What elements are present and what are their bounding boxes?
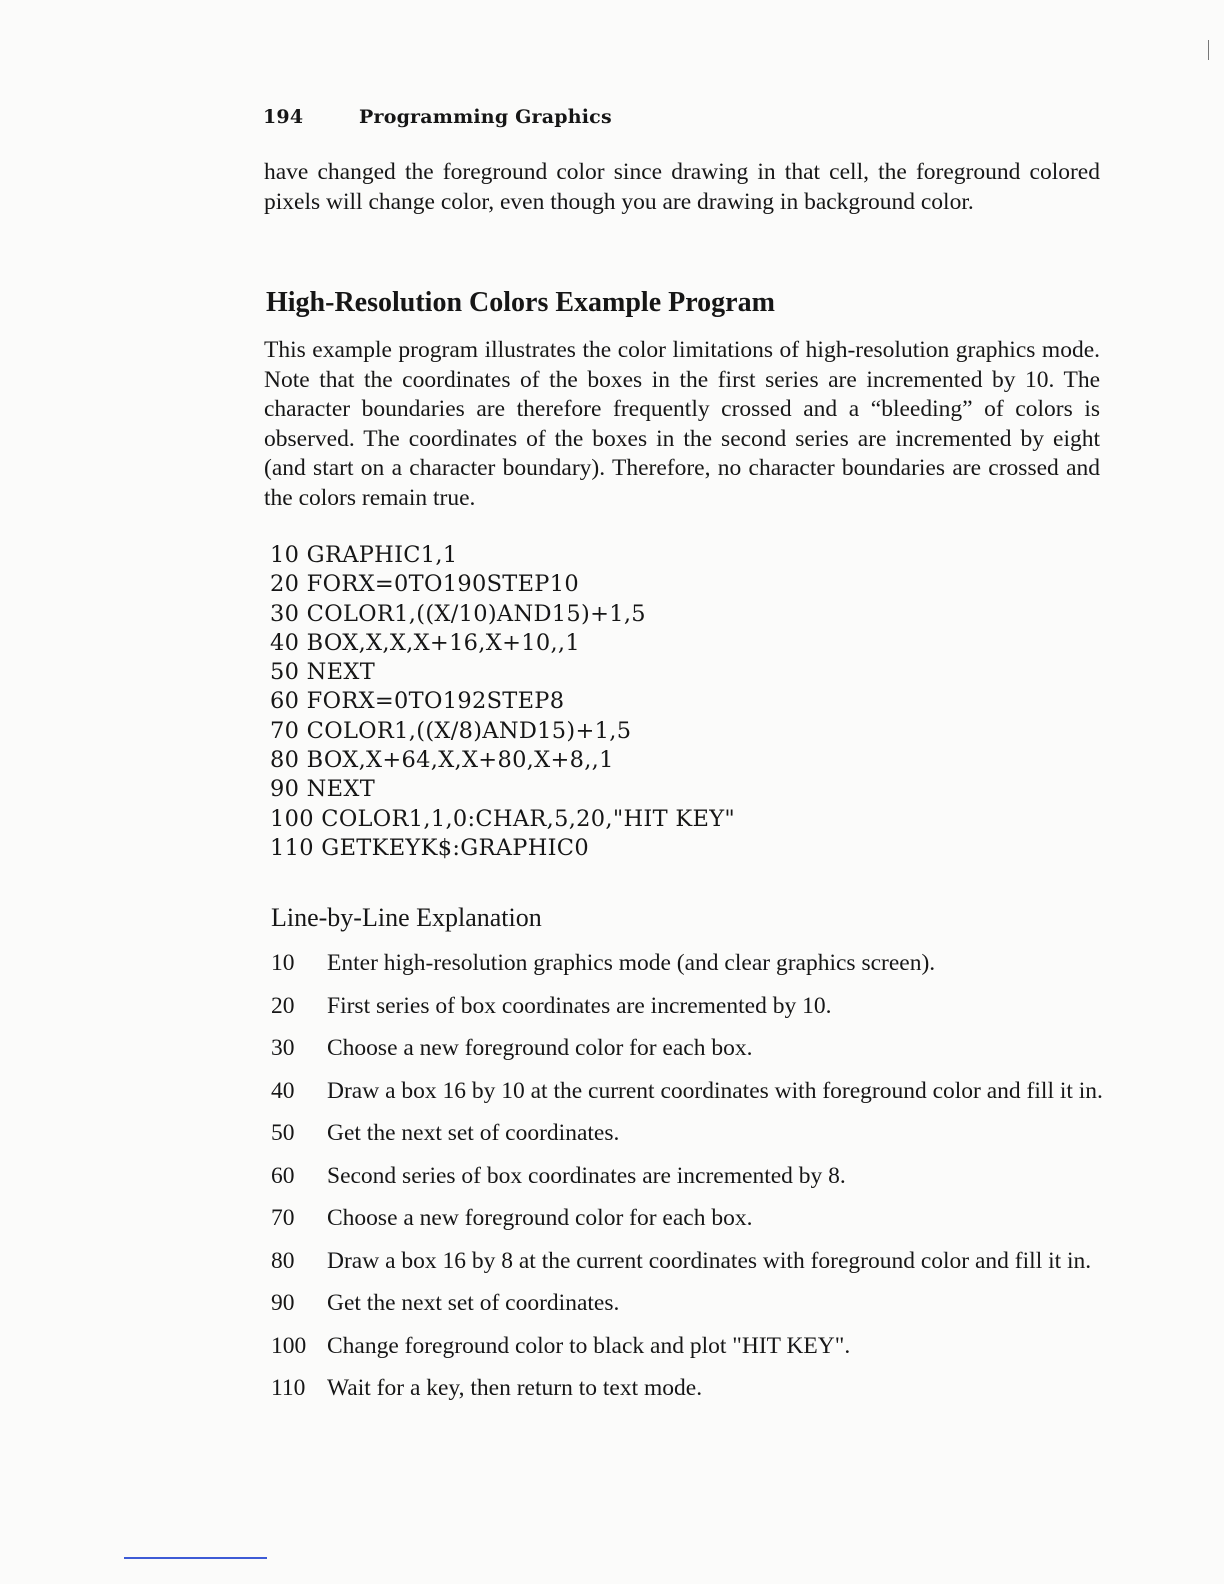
program-line: 50 NEXT <box>270 659 376 686</box>
explanation-item <box>271 1118 1111 1148</box>
explanation-text: Second series of box coordinates are incremented by 8. <box>327 1162 846 1189</box>
explanation-line-number: 50 <box>271 1120 295 1146</box>
program-line: 30 COLOR1,((X/10)AND15)+1,5 <box>270 600 646 627</box>
page-number: 194 <box>263 106 304 128</box>
explanation-text: Draw a box 16 by 8 at the current coordinates with foreground color and fill it in. <box>327 1247 1092 1274</box>
explanation-item <box>271 1076 1111 1106</box>
explanation-text: Draw a box 16 by 10 at the current coordinates with foreground color and fill it in. <box>327 1077 1103 1104</box>
explanation-line-number: 20 <box>271 992 295 1019</box>
program-line: 70 COLOR1,((X/8)AND15)+1,5 <box>270 717 632 744</box>
explanation-text: Get the next set of coordinates. <box>327 1120 620 1146</box>
explanation-item <box>271 1331 1111 1361</box>
explanation-heading: Line-by-Line Explanation <box>271 903 542 932</box>
program-line: 100 COLOR1,1,0:CHAR,5,20,"HIT KEY" <box>270 805 736 832</box>
program-line: 10 GRAPHIC1,1 <box>270 542 458 568</box>
explanation-item <box>271 1246 1111 1276</box>
explanation-list <box>271 948 1111 1416</box>
program-line: 110 GETKEYK$:GRAPHIC0 <box>270 834 589 861</box>
explanation-line-number: 90 <box>271 1290 295 1316</box>
explanation-text: Choose a new foreground color for each box. <box>327 1205 753 1231</box>
running-header <box>263 106 612 128</box>
program-line: 80 BOX,X+64,X,X+80,X+8,,1 <box>270 747 614 774</box>
explanation-text: Get the next set of coordinates. <box>327 1290 620 1316</box>
explanation-item <box>271 1203 1111 1233</box>
explanation-item <box>271 1373 1111 1403</box>
program-line: 20 FORX=0TO190STEP10 <box>270 571 579 598</box>
explanation-text: Enter high-resolution graphics mode (and clear graphics screen). <box>327 950 936 976</box>
explanation-line-number: 60 <box>271 1162 295 1189</box>
explanation-item <box>271 1288 1111 1318</box>
explanation-item <box>271 991 1111 1021</box>
explanation-text: Wait for a key, then return to text mode. <box>327 1375 703 1401</box>
explanation-text: First series of box coordinates are incremented by 10. <box>327 992 832 1019</box>
explanation-item <box>271 1033 1111 1063</box>
explanation-line-number: 70 <box>271 1205 295 1231</box>
running-title: Programming Graphics <box>359 106 612 128</box>
explanation-item <box>271 948 1111 978</box>
program-line: 90 NEXT <box>270 776 376 803</box>
footer-rule <box>124 1557 267 1559</box>
program-line: 40 BOX,X,X,X+16,X+10,,1 <box>270 629 580 656</box>
scan-edge-mark <box>1208 40 1209 60</box>
explanation-line-number: 10 <box>271 950 295 976</box>
explanation-line-number: 110 <box>271 1375 306 1401</box>
section-heading: High-Resolution Colors Example Program <box>266 287 775 318</box>
program-listing <box>270 541 735 863</box>
section-paragraph: This example program illustrates the color limitations of high-resolution graphics mode. Note that the coordinates of the boxes in the first series are incremented by 10. The character boundaries are therefore frequently crossed and a “bleeding” of colors is observed. The coordinates of the boxes in the second series are incremented by eight (and start on a character boundary). Therefore, no character boundaries are crossed and the colors remain true. <box>264 337 1100 511</box>
intro-paragraph: have changed the foreground color since drawing in that cell, the foreground colored pixels will change color, even though you are drawing in background color. <box>264 159 1100 215</box>
explanation-line-number: 100 <box>271 1332 307 1359</box>
explanation-line-number: 40 <box>271 1077 295 1104</box>
program-line: 60 FORX=0TO192STEP8 <box>270 688 565 715</box>
explanation-line-number: 80 <box>271 1247 295 1274</box>
explanation-text: Change foreground color to black and plot "HIT KEY". <box>327 1332 851 1359</box>
explanation-item <box>271 1161 1111 1191</box>
explanation-line-number: 30 <box>271 1035 295 1061</box>
explanation-text: Choose a new foreground color for each box. <box>327 1035 753 1061</box>
